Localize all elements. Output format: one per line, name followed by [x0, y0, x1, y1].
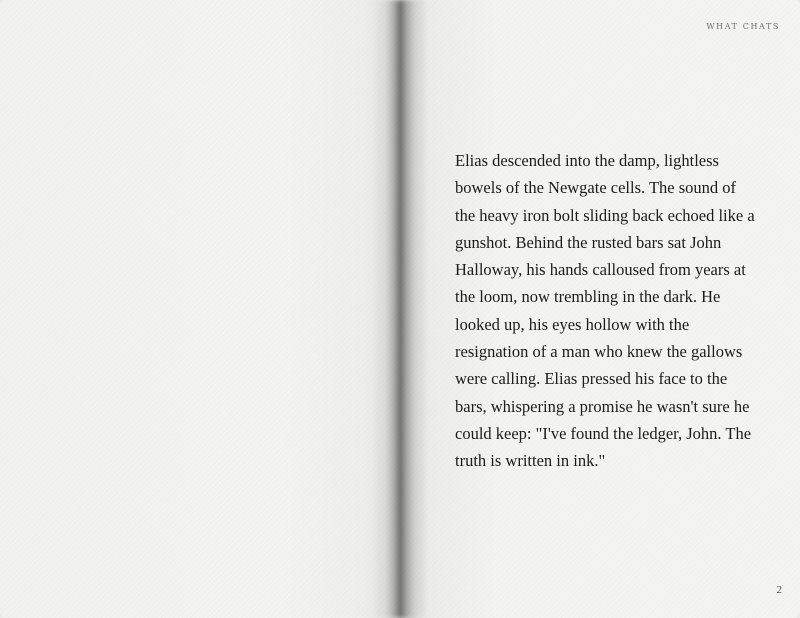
page-number: 2 — [776, 584, 782, 596]
right-page[interactable] — [400, 0, 800, 618]
running-header: WHAT CHATS — [706, 22, 780, 31]
body-paragraph: Elias descended into the damp, lightless bowels of the Newgate cells. The sound of the heavy iron bolt sliding back echoed like a gunshot. Behind the rusted bars sat John Halloway, his hands calloused from years at the loom, now trembling in the dark. He looked up, his eyes hollow with the resignation of a man who knew the gallows were calling. Elias pressed his face to the bars, whispering a promise he wasn't sure he could keep: "I've found the ledger, John. The truth is written in ink." — [455, 151, 755, 471]
book-spine-shadow — [372, 0, 428, 618]
